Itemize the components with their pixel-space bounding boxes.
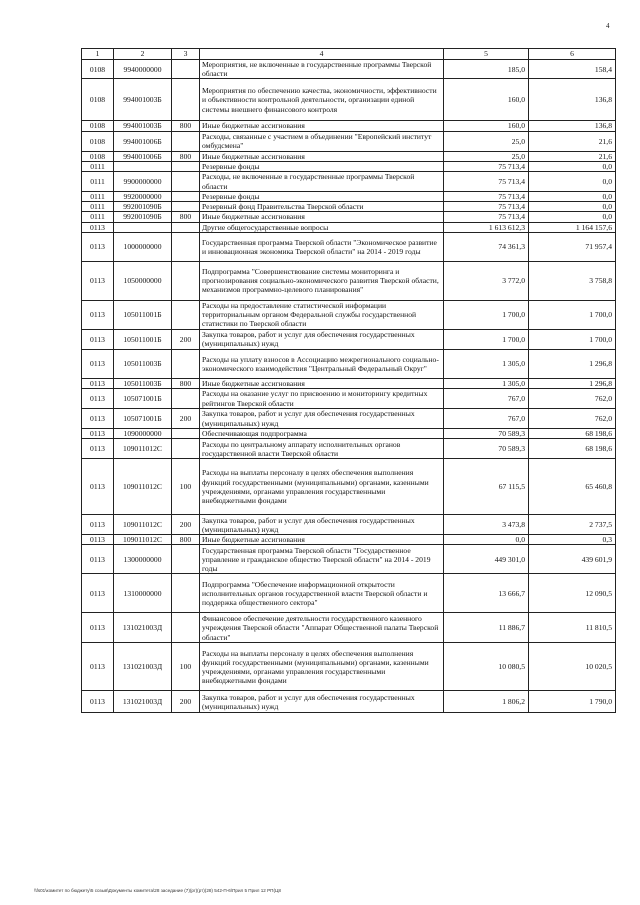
cell-name: Другие общегосударственные вопросы — [200, 222, 444, 232]
cell-code: 105011003Б — [114, 349, 172, 378]
cell-name: Закупка товаров, работ и услуг для обеспечения государственных (муниципальных) нужд — [200, 515, 444, 535]
cell-type — [172, 222, 200, 232]
cell-v1: 1 700,0 — [444, 300, 529, 329]
table-body — [82, 60, 616, 713]
cell-sec: 0111 — [82, 161, 114, 171]
cell-type — [172, 389, 200, 409]
cell-sec: 0108 — [82, 60, 114, 79]
cell-sec: 0113 — [82, 545, 114, 574]
cell-sec: 0113 — [82, 691, 114, 713]
cell-type — [172, 60, 200, 79]
cell-sec: 0113 — [82, 300, 114, 329]
cell-sec: 0113 — [82, 459, 114, 515]
cell-code: 1300000000 — [114, 545, 172, 574]
cell-code: 109011012С — [114, 515, 172, 535]
table-row — [82, 222, 616, 232]
cell-v2: 0,0 — [529, 212, 616, 222]
cell-type: 800 — [172, 121, 200, 131]
cell-sec: 0113 — [82, 439, 114, 459]
cell-name: Расходы на выплаты персоналу в целях обеспечения выполнения функций государственными (муниципальными) органами, казенными учреждениями, органами управления государственными внебюджетными фондами — [200, 643, 444, 691]
cell-v1: 767,0 — [444, 409, 529, 429]
table-row — [82, 329, 616, 349]
cell-v2: 762,0 — [529, 389, 616, 409]
cell-name: Закупка товаров, работ и услуг для обеспечения государственных (муниципальных) нужд — [200, 409, 444, 429]
cell-type — [172, 192, 200, 202]
cell-name: Расходы, не включенные в государственные программы Тверской области — [200, 172, 444, 192]
cell-sec: 0111 — [82, 192, 114, 202]
cell-name: Резервный фонд Правительства Тверской области — [200, 202, 444, 212]
cell-name: Расходы по центральному аппарату исполнительных органов государственной власти Тверской области — [200, 439, 444, 459]
cell-type — [172, 161, 200, 171]
cell-v2: 1 296,8 — [529, 378, 616, 388]
table-row — [82, 545, 616, 574]
table-row — [82, 300, 616, 329]
cell-v1: 75 713,4 — [444, 192, 529, 202]
cell-name: Расходы, связанные с участием в объединении "Европейский институт омбудсмена" — [200, 131, 444, 151]
cell-v1: 25,0 — [444, 131, 529, 151]
cell-sec: 0113 — [82, 261, 114, 300]
cell-type — [172, 439, 200, 459]
cell-sec: 0113 — [82, 409, 114, 429]
cell-v2: 136,8 — [529, 121, 616, 131]
cell-v1: 1 613 612,3 — [444, 222, 529, 232]
col-header-6: 6 — [529, 49, 616, 60]
table-row — [82, 613, 616, 643]
table-row — [82, 192, 616, 202]
cell-name: Резервные фонды — [200, 161, 444, 171]
cell-code: 105071001Б — [114, 409, 172, 429]
cell-code: 131021003Д — [114, 613, 172, 643]
cell-v1: 70 589,3 — [444, 439, 529, 459]
cell-v1: 160,0 — [444, 79, 529, 121]
cell-sec: 0113 — [82, 349, 114, 378]
cell-code: 109011012С — [114, 459, 172, 515]
cell-code: 1090000000 — [114, 429, 172, 439]
cell-sec: 0113 — [82, 429, 114, 439]
table-row — [82, 691, 616, 713]
cell-sec: 0113 — [82, 574, 114, 613]
cell-code: 9920000000 — [114, 192, 172, 202]
table-row — [82, 378, 616, 388]
cell-sec: 0113 — [82, 378, 114, 388]
footer-file-path: \\fs01\комитет по бюджету\5 созыв\Документы комитета\28 заседание (7)(рг)(рт)(28) 542-П-6\Прил 5 Прил 12 РП(Ц8 — [34, 888, 281, 893]
cell-v2: 71 957,4 — [529, 232, 616, 261]
cell-type — [172, 131, 200, 151]
table-row — [82, 172, 616, 192]
table-row — [82, 261, 616, 300]
cell-v1: 1 305,0 — [444, 378, 529, 388]
cell-v2: 762,0 — [529, 409, 616, 429]
table-row — [82, 121, 616, 131]
cell-v2: 21,6 — [529, 131, 616, 151]
cell-name: Финансовое обеспечение деятельности государственного казенного учреждения Тверской области "Аппарат Общественной палаты Тверской области" — [200, 613, 444, 643]
cell-type: 200 — [172, 691, 200, 713]
cell-v1: 67 115,5 — [444, 459, 529, 515]
table-row — [82, 643, 616, 691]
cell-type — [172, 349, 200, 378]
cell-v1: 74 361,3 — [444, 232, 529, 261]
cell-v2: 1 700,0 — [529, 329, 616, 349]
header-row — [82, 49, 616, 60]
cell-v2: 10 020,5 — [529, 643, 616, 691]
table-row — [82, 429, 616, 439]
cell-type — [172, 232, 200, 261]
cell-v2: 0,0 — [529, 161, 616, 171]
cell-v2: 158,4 — [529, 60, 616, 79]
cell-type: 200 — [172, 409, 200, 429]
cell-type — [172, 429, 200, 439]
col-header-1: 1 — [82, 49, 114, 60]
cell-v1: 1 806,2 — [444, 691, 529, 713]
cell-type — [172, 79, 200, 121]
cell-code: 105011003Б — [114, 378, 172, 388]
cell-type — [172, 300, 200, 329]
table-row — [82, 232, 616, 261]
cell-code: 1050000000 — [114, 261, 172, 300]
cell-name: Расходы на оказание услуг по присвоению и мониторингу кредитных рейтингов Тверской области — [200, 389, 444, 409]
table-row — [82, 574, 616, 613]
cell-name: Обеспечивающая подпрограмма — [200, 429, 444, 439]
cell-v1: 3 772,0 — [444, 261, 529, 300]
cell-v1: 75 713,4 — [444, 161, 529, 171]
cell-sec: 0113 — [82, 535, 114, 545]
cell-v2: 1 700,0 — [529, 300, 616, 329]
cell-v1: 185,0 — [444, 60, 529, 79]
table-row — [82, 151, 616, 161]
cell-v1: 13 666,7 — [444, 574, 529, 613]
cell-code: 131021003Д — [114, 691, 172, 713]
table-row — [82, 131, 616, 151]
cell-name: Иные бюджетные ассигнования — [200, 151, 444, 161]
cell-name: Иные бюджетные ассигнования — [200, 121, 444, 131]
cell-v1: 75 713,4 — [444, 212, 529, 222]
cell-name: Расходы на уплату взносов в Ассоциацию межрегионального социально-экономического взаимодействия "Центральный Федеральный Округ" — [200, 349, 444, 378]
cell-sec: 0108 — [82, 121, 114, 131]
table-row — [82, 535, 616, 545]
cell-sec: 0108 — [82, 131, 114, 151]
cell-v1: 1 700,0 — [444, 329, 529, 349]
cell-code: 1000000000 — [114, 232, 172, 261]
cell-name: Мероприятия, не включенные в государственные программы Тверской области — [200, 60, 444, 79]
cell-name: Закупка товаров, работ и услуг для обеспечения государственных (муниципальных) нужд — [200, 329, 444, 349]
cell-name: Расходы на предоставление статистической информации территориальным органом Федеральной службы государственной статистики по Тверской области — [200, 300, 444, 329]
cell-name: Подпрограмма "Совершенствование системы мониторинга и прогнозирования социально-экономического развития Тверской области, механизмов программно-целевого планирования" — [200, 261, 444, 300]
cell-name: Резервные фонды — [200, 192, 444, 202]
cell-code: 131021003Д — [114, 643, 172, 691]
table-row — [82, 439, 616, 459]
cell-v1: 70 589,3 — [444, 429, 529, 439]
cell-v1: 1 305,0 — [444, 349, 529, 378]
cell-v2: 439 601,9 — [529, 545, 616, 574]
cell-v2: 12 090,5 — [529, 574, 616, 613]
cell-v2: 0,0 — [529, 202, 616, 212]
cell-type — [172, 202, 200, 212]
cell-type: 100 — [172, 643, 200, 691]
cell-code: 994001006Б — [114, 131, 172, 151]
cell-type — [172, 545, 200, 574]
cell-name: Закупка товаров, работ и услуг для обеспечения государственных (муниципальных) нужд — [200, 691, 444, 713]
cell-v2: 1 164 157,6 — [529, 222, 616, 232]
cell-v1: 0,0 — [444, 535, 529, 545]
cell-sec: 0108 — [82, 151, 114, 161]
cell-sec: 0108 — [82, 79, 114, 121]
cell-code: 105011001Б — [114, 329, 172, 349]
cell-v2: 1 296,8 — [529, 349, 616, 378]
cell-code: 105071001Б — [114, 389, 172, 409]
cell-type: 800 — [172, 378, 200, 388]
cell-sec: 0111 — [82, 202, 114, 212]
cell-code: 9940000000 — [114, 60, 172, 79]
table-row — [82, 212, 616, 222]
cell-sec: 0113 — [82, 222, 114, 232]
cell-sec: 0113 — [82, 515, 114, 535]
cell-sec: 0113 — [82, 232, 114, 261]
cell-code: 992001090Б — [114, 202, 172, 212]
col-header-5: 5 — [444, 49, 529, 60]
cell-name: Государственная программа Тверской области "Экономическое развитие и инновационная экономика Тверской области" на 2014 - 2019 годы — [200, 232, 444, 261]
page-number: 4 — [606, 22, 610, 30]
table-row — [82, 515, 616, 535]
cell-sec: 0113 — [82, 389, 114, 409]
cell-v2: 65 460,8 — [529, 459, 616, 515]
cell-name: Мероприятия по обеспечению качества, экономичности, эффективности и объективности контрольной деятельности, организации единой системы внешнего финансового контроля — [200, 79, 444, 121]
cell-sec: 0113 — [82, 643, 114, 691]
cell-type: 800 — [172, 535, 200, 545]
cell-type: 800 — [172, 212, 200, 222]
cell-sec: 0111 — [82, 212, 114, 222]
cell-type — [172, 261, 200, 300]
cell-v2: 0,3 — [529, 535, 616, 545]
cell-type — [172, 613, 200, 643]
cell-sec: 0113 — [82, 329, 114, 349]
table-row — [82, 389, 616, 409]
cell-name: Иные бюджетные ассигнования — [200, 212, 444, 222]
cell-sec: 0111 — [82, 172, 114, 192]
cell-v2: 68 198,6 — [529, 429, 616, 439]
cell-v1: 25,0 — [444, 151, 529, 161]
cell-name: Расходы на выплаты персоналу в целях обеспечения выполнения функций государственными (муниципальными) органами, казенными учреждениями, органами управления государственными внебюджетными фондами — [200, 459, 444, 515]
table-row — [82, 409, 616, 429]
cell-v1: 75 713,4 — [444, 172, 529, 192]
cell-code: 109011012С — [114, 439, 172, 459]
cell-code: 9900000000 — [114, 172, 172, 192]
cell-code: 1310000000 — [114, 574, 172, 613]
col-header-2: 2 — [114, 49, 172, 60]
cell-name: Иные бюджетные ассигнования — [200, 378, 444, 388]
cell-type: 100 — [172, 459, 200, 515]
table-row — [82, 349, 616, 378]
cell-code: 109011012С — [114, 535, 172, 545]
cell-name: Подпрограмма "Обеспечение информационной открытости исполнительных органов государственной власти Тверской области и поддержка общественного сектора" — [200, 574, 444, 613]
cell-v2: 136,8 — [529, 79, 616, 121]
cell-v2: 1 790,0 — [529, 691, 616, 713]
cell-v2: 2 737,5 — [529, 515, 616, 535]
table-row — [82, 79, 616, 121]
cell-v1: 3 473,8 — [444, 515, 529, 535]
cell-type — [172, 172, 200, 192]
cell-name: Государственная программа Тверской области "Государственное управление и гражданское общество Тверской области" на 2014 - 2019 годы — [200, 545, 444, 574]
cell-type: 200 — [172, 515, 200, 535]
table-row — [82, 202, 616, 212]
cell-v1: 75 713,4 — [444, 202, 529, 212]
cell-code: 994001006Б — [114, 151, 172, 161]
cell-name: Иные бюджетные ассигнования — [200, 535, 444, 545]
col-header-4: 4 — [200, 49, 444, 60]
cell-code — [114, 161, 172, 171]
col-header-3: 3 — [172, 49, 200, 60]
cell-v2: 3 758,8 — [529, 261, 616, 300]
cell-v1: 767,0 — [444, 389, 529, 409]
cell-v1: 11 886,7 — [444, 613, 529, 643]
cell-type: 200 — [172, 329, 200, 349]
cell-sec: 0113 — [82, 613, 114, 643]
table-row — [82, 60, 616, 79]
table-row — [82, 459, 616, 515]
budget-table — [81, 48, 616, 713]
cell-type: 800 — [172, 151, 200, 161]
cell-code: 105011001Б — [114, 300, 172, 329]
cell-code — [114, 222, 172, 232]
cell-v1: 10 080,5 — [444, 643, 529, 691]
cell-code: 994001003Б — [114, 79, 172, 121]
cell-v2: 21,6 — [529, 151, 616, 161]
cell-v2: 68 198,6 — [529, 439, 616, 459]
cell-v1: 160,0 — [444, 121, 529, 131]
cell-v2: 11 810,5 — [529, 613, 616, 643]
cell-v2: 0,0 — [529, 192, 616, 202]
cell-v2: 0,0 — [529, 172, 616, 192]
cell-code: 994001003Б — [114, 121, 172, 131]
cell-v1: 449 301,0 — [444, 545, 529, 574]
cell-code: 992001090Б — [114, 212, 172, 222]
table-row — [82, 161, 616, 171]
cell-type — [172, 574, 200, 613]
